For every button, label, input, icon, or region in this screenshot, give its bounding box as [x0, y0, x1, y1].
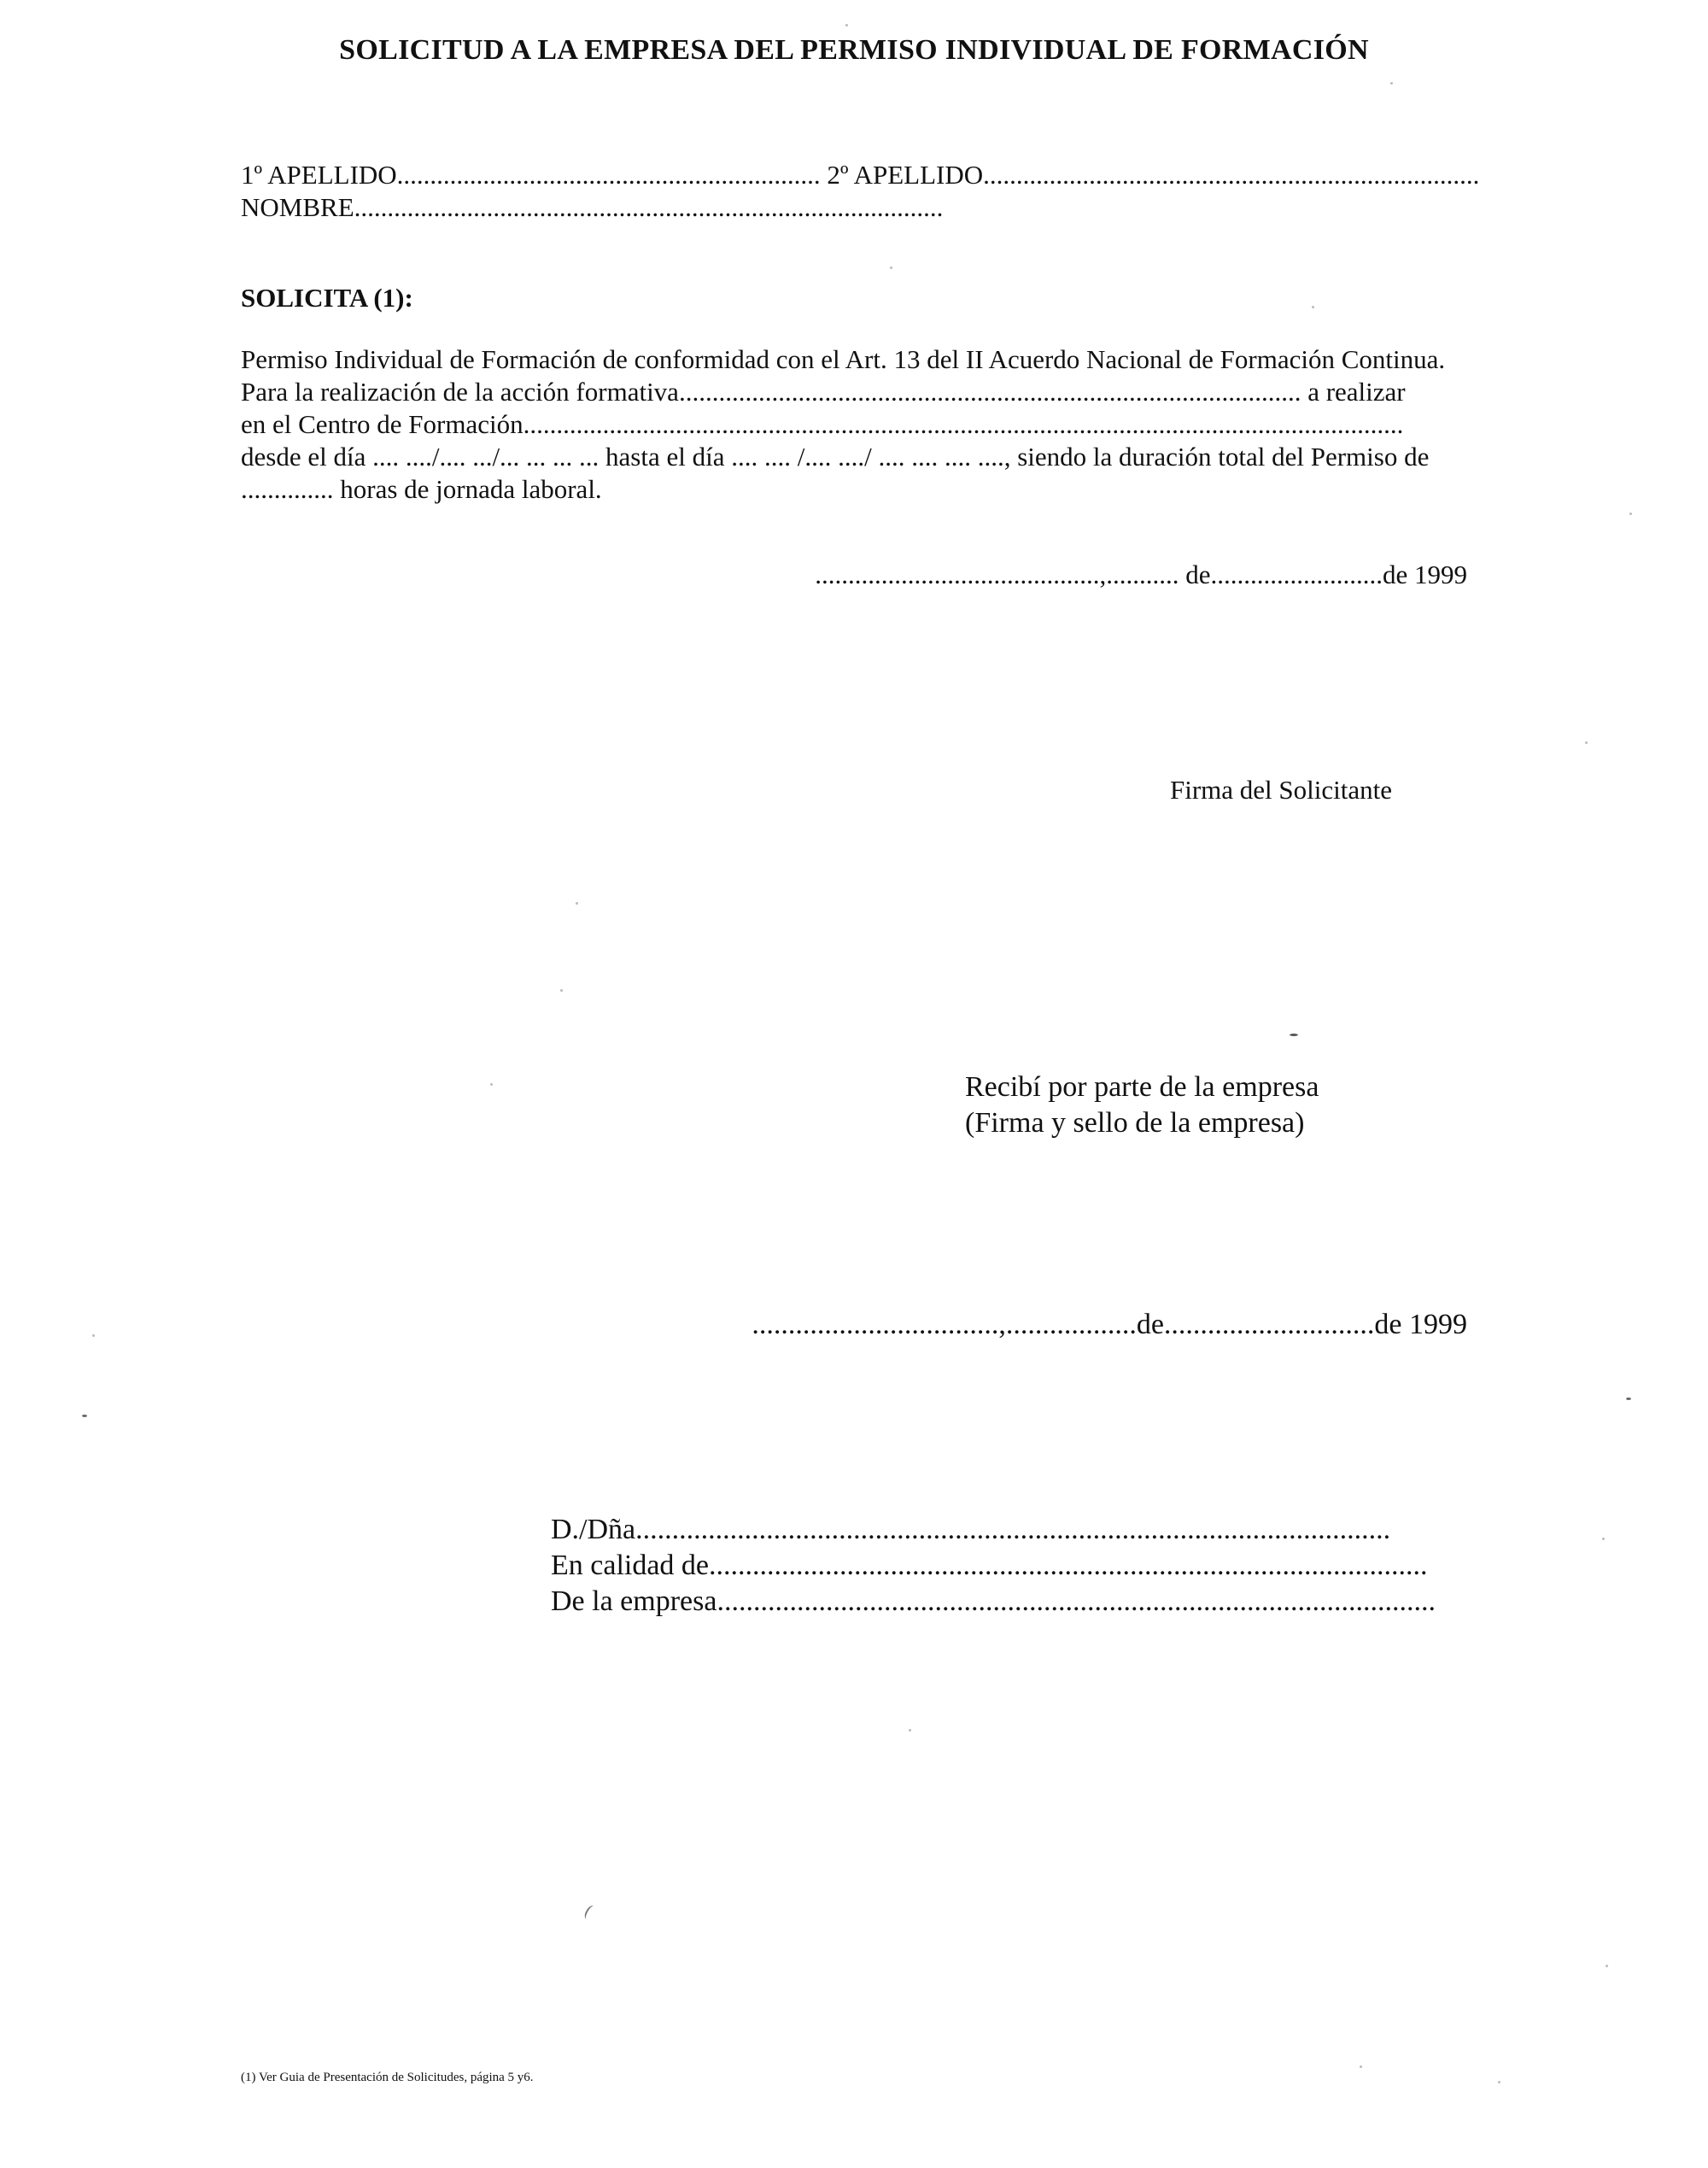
representative-name-line: D./Dña........................................................................................................	[551, 1514, 1391, 1545]
scan-speck	[890, 267, 892, 269]
scan-speck	[1290, 1034, 1298, 1036]
footnote: (1) Ver Guia de Presentación de Solicitudes, página 5 y6.	[241, 2071, 534, 2084]
request-line-5: .............. horas de jornada laboral.	[241, 474, 602, 504]
scan-speck	[560, 989, 563, 992]
scan-speck	[1498, 2081, 1500, 2083]
scan-speck	[82, 1415, 87, 1417]
scan-speck	[576, 902, 578, 905]
document-title: SOLICITUD A LA EMPRESA DEL PERMISO INDIVIDUAL DE FORMACIÓN	[339, 34, 1369, 66]
surnames-line: 1º APELLIDO................................................................ 2º APELLIDO...........................................................................	[241, 160, 1480, 190]
scan-speck	[1602, 1538, 1605, 1540]
scan-speck	[1606, 1965, 1608, 1967]
request-line-4: desde el día .... ..../.... .../... ... ... ... hasta el día .... .... /.... ..../ .... .... .... ...., siendo la duración total del Permiso de	[241, 442, 1430, 472]
scan-speck	[1312, 306, 1314, 308]
scan-speck	[845, 24, 848, 26]
scan-speck	[909, 1729, 911, 1731]
name-line: NOMBRE.........................................................................................	[241, 192, 944, 222]
company-name-line: De la empresa...................................................................................................	[551, 1585, 1436, 1617]
applicant-signature-label: Firma del Solicitante	[1170, 775, 1393, 805]
receipt-line-1: Recibí por parte de la empresa	[965, 1071, 1319, 1103]
scan-speck	[1585, 741, 1588, 744]
scan-speck	[490, 1083, 493, 1086]
scan-speck	[1360, 2065, 1362, 2068]
scan-speck	[1629, 513, 1632, 515]
receipt-line-2: (Firma y sello de la empresa)	[965, 1107, 1305, 1139]
representative-capacity-line: En calidad de...................................................................................................	[551, 1550, 1428, 1581]
date-line-applicant: ...........................................,........... de..........................de 1999	[815, 560, 1467, 589]
request-line-3: en el Centro de Formación.....................................................................................................................................	[241, 409, 1404, 439]
scan-speck	[92, 1334, 95, 1337]
scan-speck	[1626, 1397, 1631, 1400]
scan-speck	[1390, 82, 1393, 85]
request-line-2: Para la realización de la acción formativa.............................................................................................. a realizar	[241, 377, 1406, 407]
scan-mark	[582, 1904, 598, 1922]
request-heading: SOLICITA (1):	[241, 283, 413, 313]
date-line-company: ..................................,..................de.............................de 1999	[752, 1309, 1467, 1340]
request-line-1: Permiso Individual de Formación de conformidad con el Art. 13 del II Acuerdo Nacional de Formación Continua.	[241, 344, 1446, 374]
